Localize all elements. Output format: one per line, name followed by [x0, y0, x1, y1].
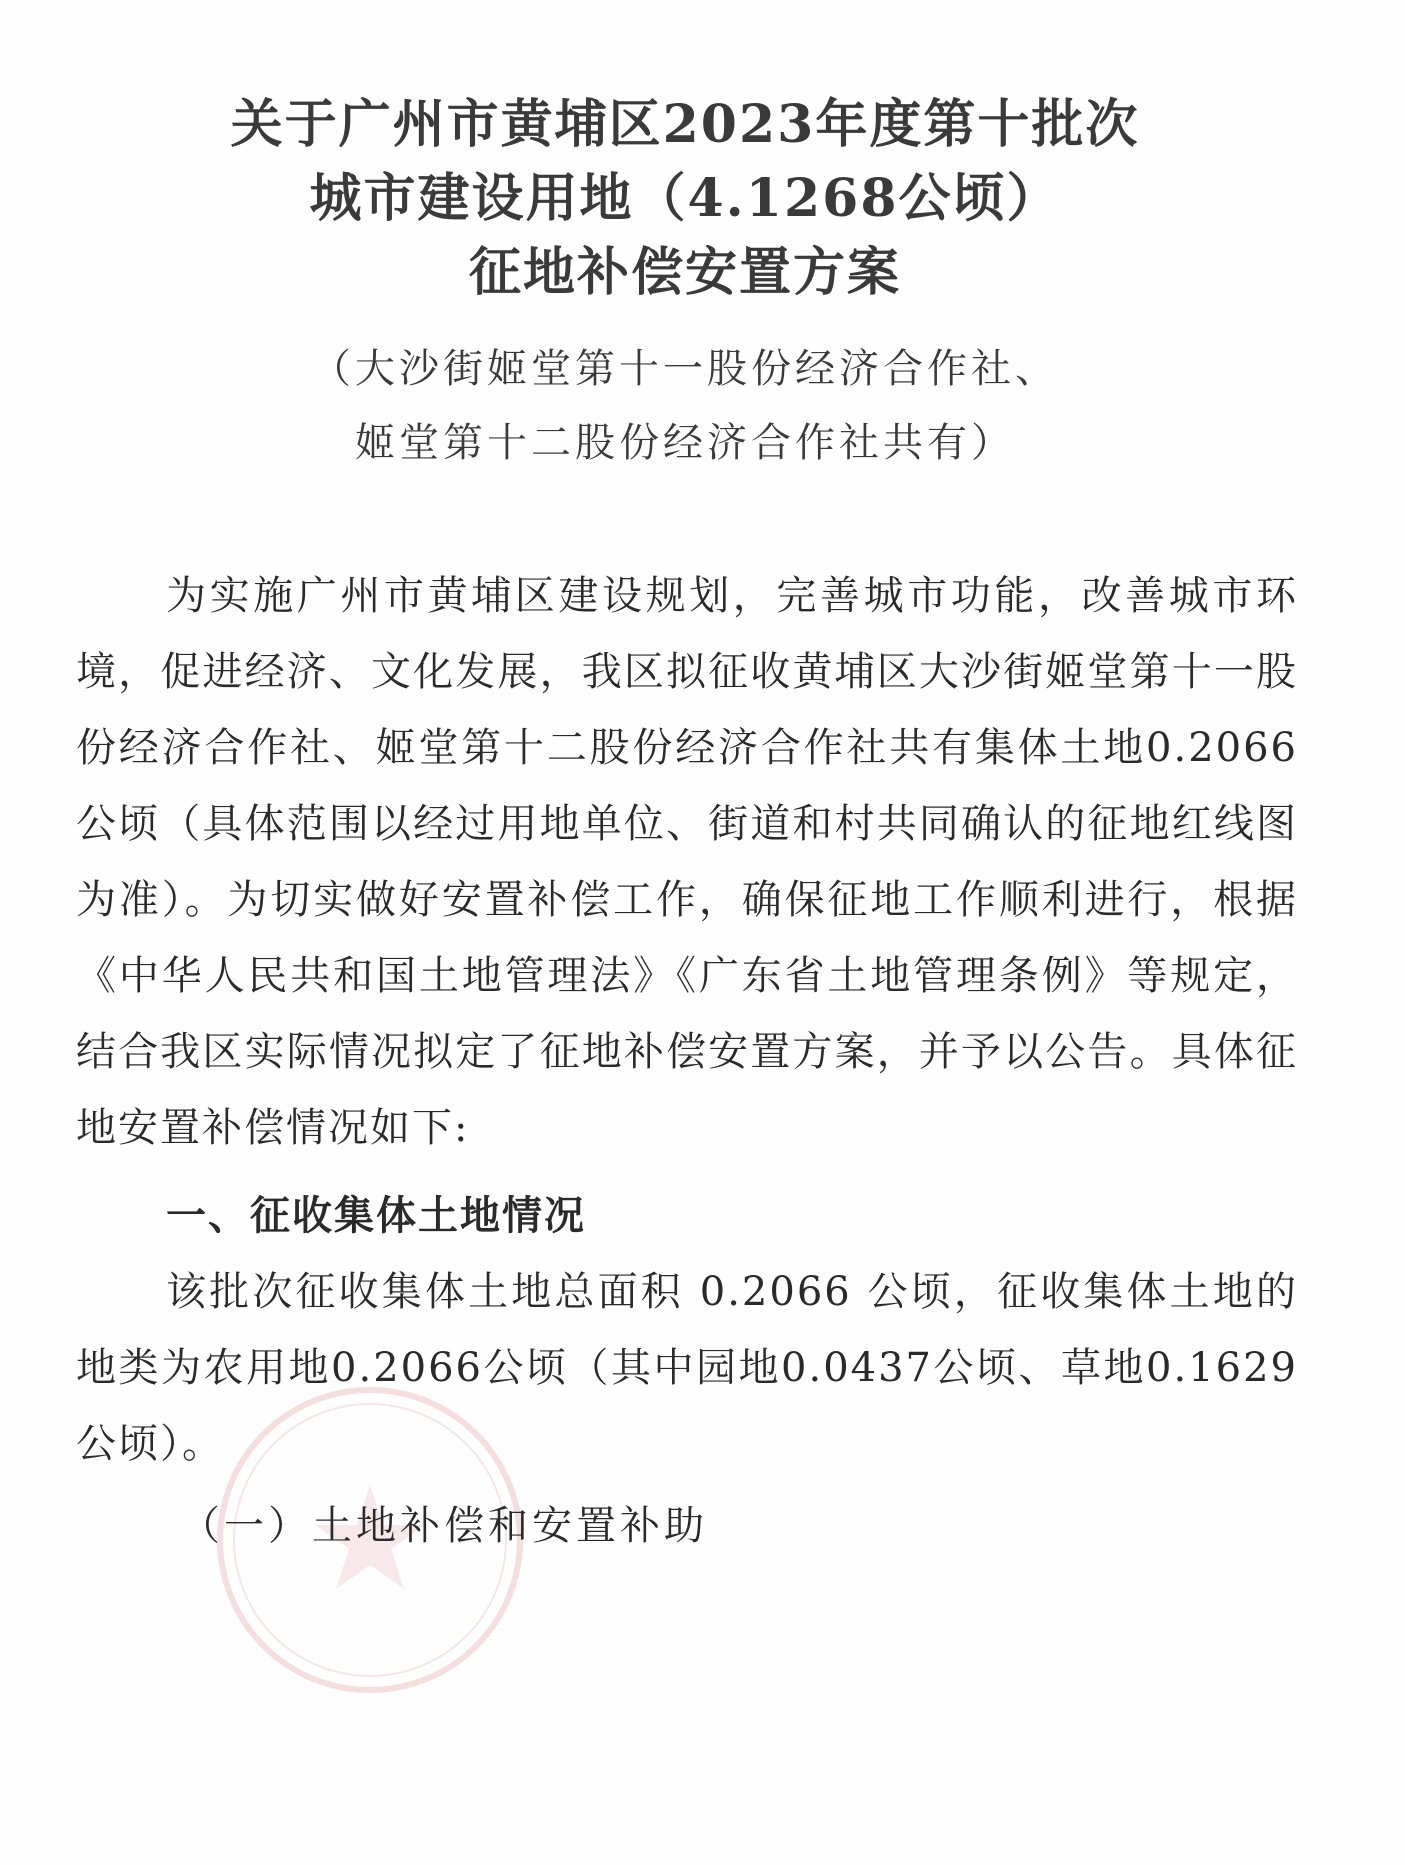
section-1-heading: 一、征收集体土地情况: [166, 1193, 586, 1239]
title-line-1: 关于广州市黄埔区2023年度第十批次: [230, 94, 1140, 155]
subtitle-line-2: 姬堂第十二股份经济合作社共有）: [355, 420, 1015, 466]
document-subtitle: [0, 332, 1370, 480]
document-title: [0, 88, 1370, 310]
subsection-1-heading: （一）土地补偿和安置补助: [180, 1503, 708, 1549]
section-1-paragraph: 该批次征收集体土地总面积 0.2066 公顷，征收集体土地的地类为农用地0.2066公顷（其中园地0.0437公顷、草地0.1629公顷）。: [76, 1269, 1298, 1467]
intro-paragraph: 为实施广州市黄埔区建设规划，完善城市功能，改善城市环境，促进经济、文化发展，我区拟征收黄埔区大沙街姬堂第十一股份经济合作社、姬堂第十二股份经济合作社共有集体土地0.2066公顷（具体范围以经过用地单位、街道和村共同确认的征地红线图为准）。为切实做好安置补偿工作，确保征地工作顺利进行，根据《中华人民共和国土地管理法》《广东省土地管理条例》等规定，结合我区实际情况拟定了征地补偿安置方案，并予以公告。具体征地安置补偿情况如下:: [76, 573, 1298, 1151]
title-line-2: 城市建设用地（4.1268公顷）: [309, 168, 1061, 229]
title-line-3: 征地补偿安置方案: [468, 242, 901, 303]
subtitle-line-1: （大沙街姬堂第十一股份经济合作社、: [311, 346, 1059, 392]
